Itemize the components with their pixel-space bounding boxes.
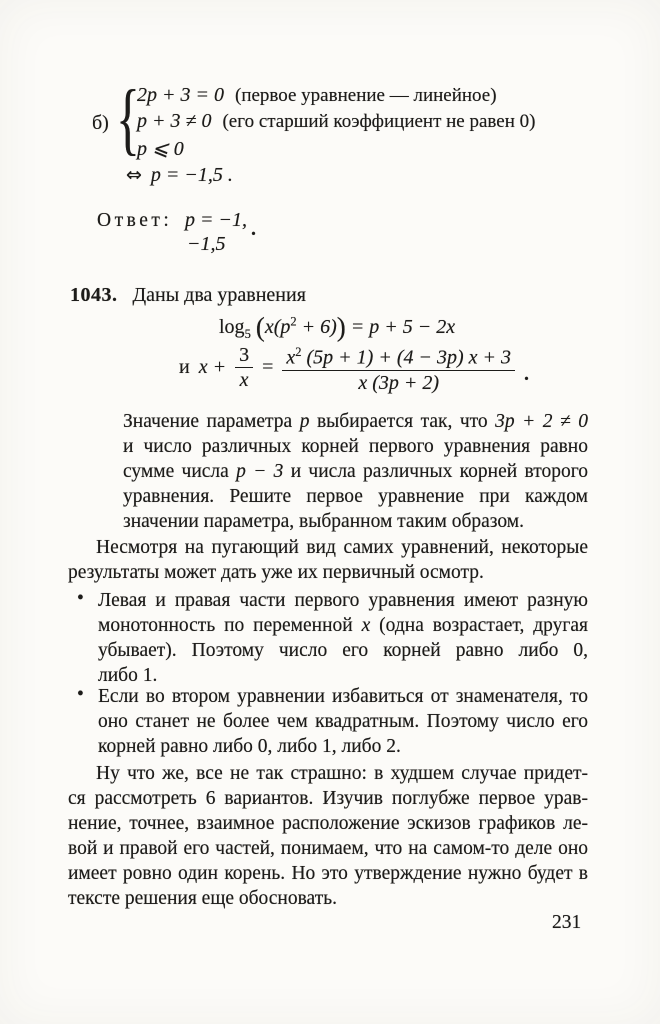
answer-period: . xyxy=(251,218,256,240)
bullet-line xyxy=(98,613,588,638)
item-b-label: б) xyxy=(92,112,109,134)
numerator-var: x xyxy=(286,346,296,369)
problem-intro: Даны два уравнения xyxy=(132,284,306,306)
bullet-line: Если во втором уравнении избавиться от знаменателя, то xyxy=(98,686,588,707)
statement-line xyxy=(123,459,588,484)
equation-math: p ⩽ 0 xyxy=(137,138,184,160)
statement-line: уравнения. Решите первое уравнение при каждом xyxy=(123,486,588,507)
system-equation-row xyxy=(137,84,497,110)
big-fraction-denominator: x (3p + 2) xyxy=(282,370,515,394)
answer-label: Ответ: xyxy=(97,210,173,231)
big-right-paren: ) xyxy=(336,312,346,342)
problem-number: 1043. xyxy=(70,284,118,306)
statement-text: Значение параметра xyxy=(123,411,300,432)
equation-comment: (его старший коэффициент не равен 0) xyxy=(222,111,536,132)
bullet-var-x: x xyxy=(361,615,371,636)
paragraph-line: Ну что же, все не так страшно: в худшем случае придет- xyxy=(96,763,588,784)
bullet-line: убывает). Поэтому число его корней равно либо 0, xyxy=(98,640,588,661)
eq1-inner: x(p xyxy=(264,316,291,338)
system-equation-row xyxy=(137,110,535,136)
numerator-exponent: 2 xyxy=(295,345,302,359)
eq1-rhs: = p + 5 − 2x xyxy=(345,316,456,338)
equation-math: 2p + 3 = 0 xyxy=(137,84,224,106)
equivalence-arrow-icon: ⇔ xyxy=(126,164,142,186)
discussion-paragraph-2 xyxy=(68,761,588,911)
bullet-item-1 xyxy=(98,588,588,688)
equals-sign: = xyxy=(262,355,274,378)
paragraph-line: результаты может дать уже их первичный осмотр. xyxy=(68,562,484,583)
problem-statement xyxy=(123,409,588,534)
equivalence-math: p = −1,5 . xyxy=(150,164,233,186)
small-fraction-numerator: 3 xyxy=(239,343,250,366)
system-equation-row xyxy=(137,136,184,162)
statement-math: p − 3 xyxy=(236,461,284,482)
log-base: 5 xyxy=(244,327,251,341)
equation-math: p + 3 ≠ 0 xyxy=(137,110,212,132)
paragraph-line: ся рассмотреть 6 вариантов. Изучив поглубже первое урав- xyxy=(68,788,588,809)
paragraph-line: тексте решения еще обосновать. xyxy=(68,888,338,909)
problem-heading xyxy=(70,284,306,307)
eq2-lhs: x + xyxy=(198,355,227,378)
bullet-icon: • xyxy=(77,684,84,705)
answer-value-line2: −1,5 xyxy=(187,233,226,255)
bullet-line: оно станет не более чем квадратным. Поэтому число его xyxy=(98,711,588,732)
paragraph-line: Несмотря на пугающий вид самих уравнений, некоторые xyxy=(96,537,588,558)
bullet-line: корней равно либо 0, либо 1, либо 2. xyxy=(98,736,401,757)
conjunction: и xyxy=(179,355,190,378)
bullet-icon: • xyxy=(77,588,84,609)
log-function: log xyxy=(219,316,245,338)
statement-text: сумме числа xyxy=(123,461,237,482)
big-fraction-numerator xyxy=(282,341,515,370)
statement-line xyxy=(123,409,588,434)
eq1-exponent: 2 xyxy=(290,314,297,329)
discussion-paragraph-1 xyxy=(68,535,588,585)
bullet-text: монотонность по переменной xyxy=(98,615,362,636)
big-fraction xyxy=(282,341,515,394)
numerator-rest: (5p + 1) + (4 − 3p) x + 3 xyxy=(301,346,512,369)
bullet-text: (одна возрастает, другая xyxy=(370,615,588,636)
bullet-line: либо 1. xyxy=(98,665,158,686)
display-equation-1 xyxy=(219,312,455,343)
page-number: 231 xyxy=(552,912,582,933)
statement-line: значении параметра, выбранном таким образом. xyxy=(123,511,524,532)
statement-math: 3p + 2 ≠ 0 xyxy=(495,411,588,432)
small-fraction xyxy=(235,344,253,391)
equivalence-line xyxy=(126,164,233,187)
paragraph-line: имеет ровно один корень. Но это утверждение нужно будет в xyxy=(68,863,588,884)
paragraph-line: нение, точнее, взаимное расположение эскизов графиков ле- xyxy=(68,813,588,834)
bullet-item-2 xyxy=(98,684,588,759)
display-equation-2 xyxy=(179,341,529,394)
statement-line: и число различных корней первого уравнения равно xyxy=(123,436,588,457)
bullet-line: Левая и правая части первого уравнения имеют разную xyxy=(98,590,588,611)
big-left-paren: ( xyxy=(255,312,265,342)
answer-value-line1: p = −1, xyxy=(185,209,247,231)
small-fraction-denominator: x xyxy=(235,367,253,391)
statement-text: и числа различных корней второго xyxy=(283,461,588,482)
statement-var-p: p xyxy=(299,411,310,432)
statement-text: выбирается так, что xyxy=(309,411,496,432)
eq1-inner-tail: + 6) xyxy=(296,316,337,338)
paragraph-line: вой и правой его частей, понимаем, что на самом-то деле оно xyxy=(68,838,588,859)
eq2-period: . xyxy=(524,362,530,385)
equation-comment: (первое уравнение — линейное) xyxy=(235,85,497,106)
